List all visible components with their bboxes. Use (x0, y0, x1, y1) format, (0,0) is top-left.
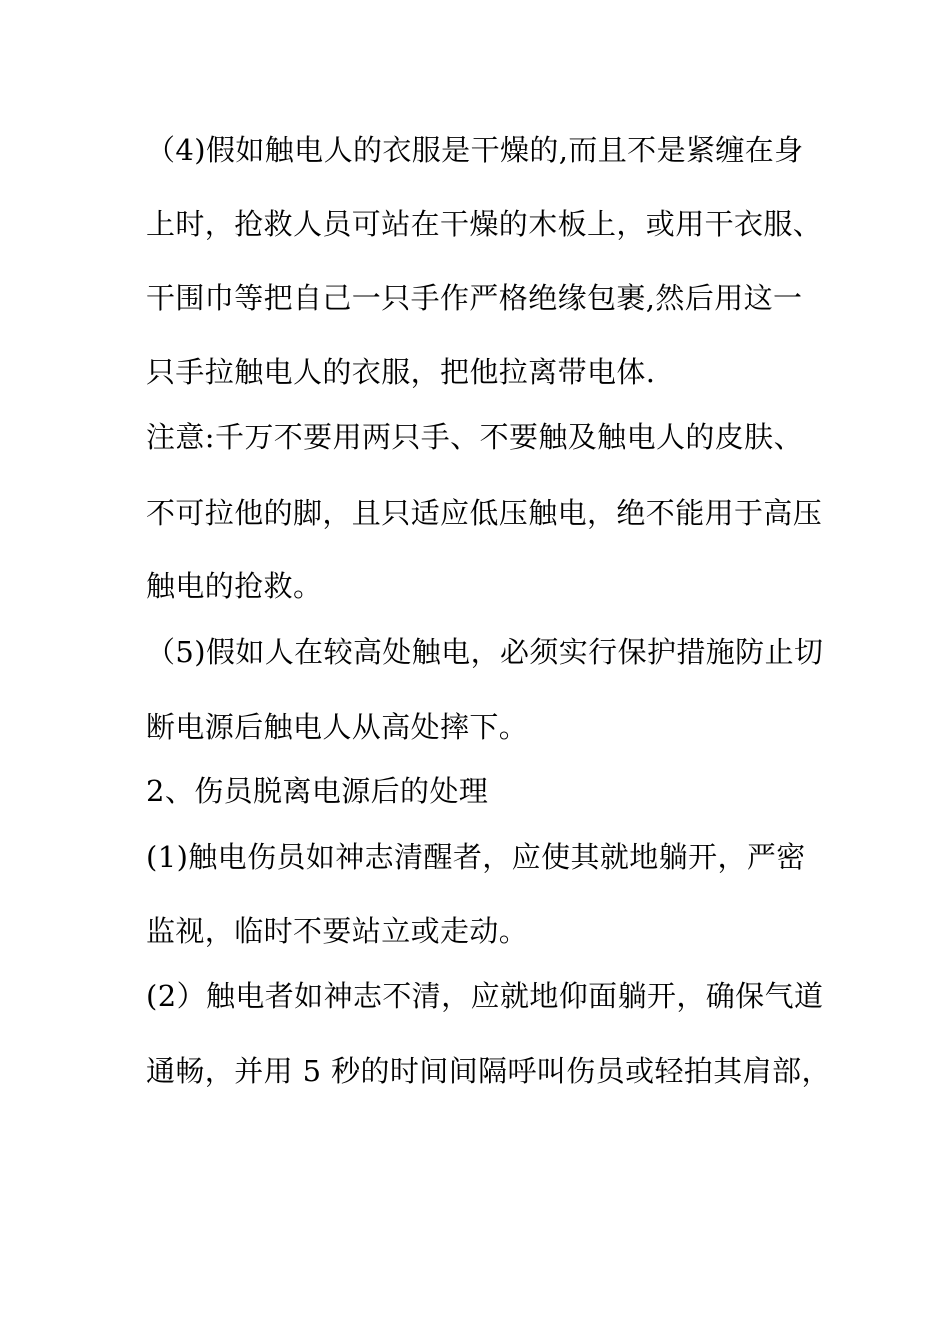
text-line-2: 上时，抢救人员可站在干燥的木板上，或用干衣服、 (146, 207, 823, 241)
text-line-8: （5)假如人在较高处触电，必须实行保护措施防止切 (146, 635, 824, 669)
text-line-1: （4)假如触电人的衣服是干燥的,而且不是紧缠在身 (146, 133, 804, 167)
text-line-4: 只手拉触电人的衣服，把他拉离带电体. (146, 355, 656, 389)
text-line-7: 触电的抢救。 (146, 569, 323, 603)
text-line-14: 通畅，并用 5 秒的时间间隔呼叫伤员或轻拍其肩部， (146, 1054, 831, 1088)
text-line-11: (1)触电伤员如神志清醒者，应使其就地躺开，严密 (146, 840, 806, 874)
text-line-9: 断电源后触电人从高处摔下。 (146, 710, 529, 744)
text-line-13: (2）触电者如神志不清，应就地仰面躺开，确保气道 (146, 979, 824, 1013)
text-line-6: 不可拉他的脚，且只适应低压触电，绝不能用于高压 (146, 496, 823, 530)
text-line-12: 监视，临时不要站立或走动。 (146, 914, 529, 948)
text-line-3: 干围巾等把自己一只手作严格绝缘包裹,然后用这一 (146, 281, 803, 315)
text-line-5: 注意:千万不要用两只手、不要触及触电人的皮肤、 (146, 420, 803, 454)
section-heading: 2、伤员脱离电源后的处理 (146, 774, 489, 808)
